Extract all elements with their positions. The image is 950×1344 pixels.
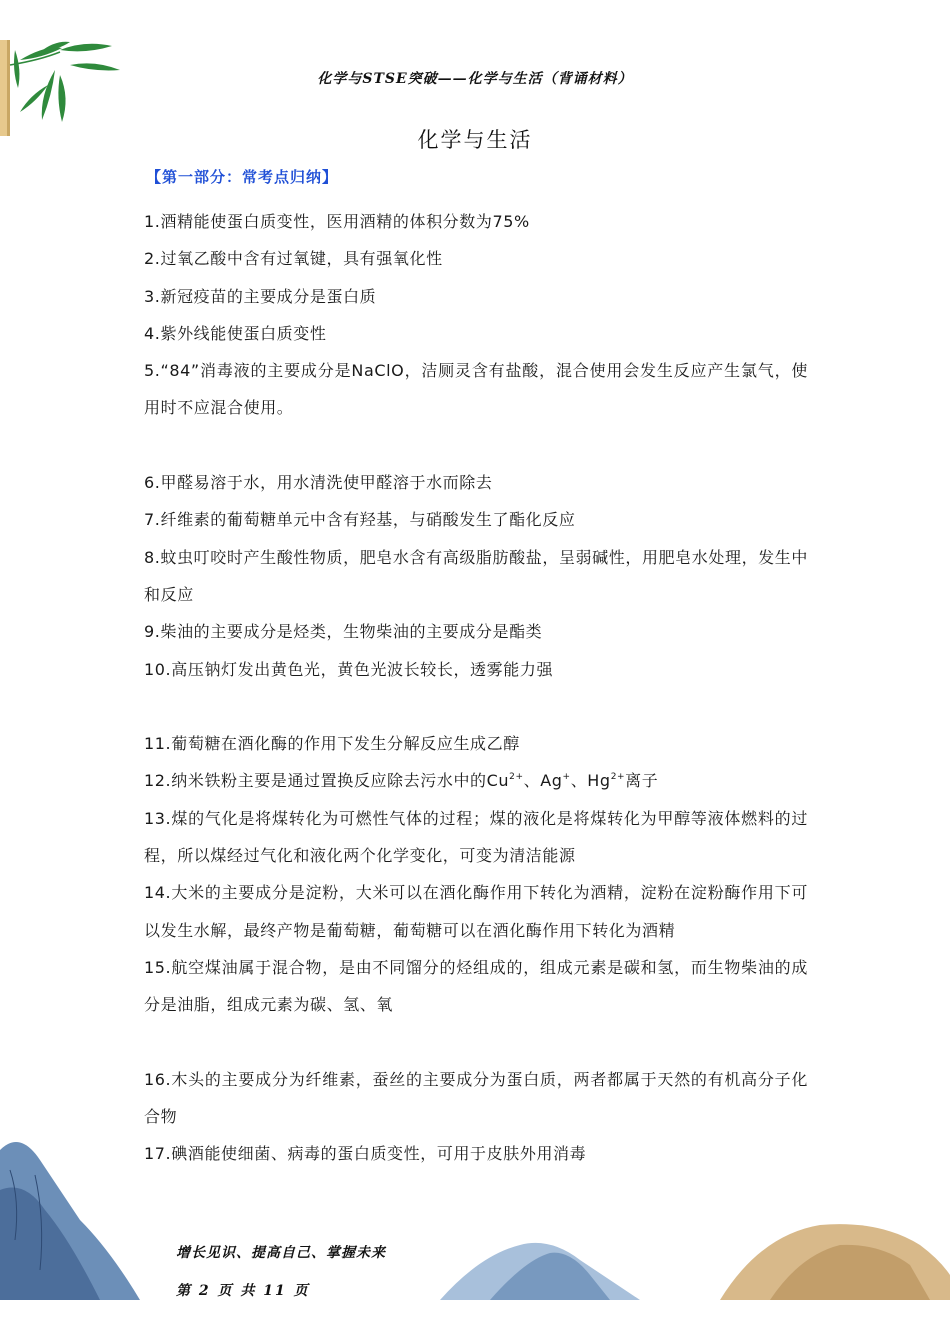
list-item: 10.高压钠灯发出黄色光，黄色光波长较长，透雾能力强 <box>144 659 554 679</box>
list-item: 1.酒精能使蛋白质变性，医用酒精的体积分数为75% <box>144 212 530 231</box>
list-item-12 <box>144 762 808 799</box>
list-item: 16.木头的主要成分为纤维素，蚕丝的主要成分为蛋白质，两者都属于天然的有机高分子化合物 <box>144 1069 808 1127</box>
item12-mid2: 、Hg <box>570 771 611 791</box>
list-item: 13.煤的气化是将煤转化为可燃性气体的过程；煤的液化是将煤转化为甲醇等液体燃料的过程，所以煤经过气化和液化两个化学变化，可变为清洁能源 <box>144 808 808 866</box>
list-item: 15.航空煤油属于混合物，是由不同馏分的烃组成的，组成元素是碳和氢，而生物柴油的成分是油脂，组成元素为碳、氢、氧 <box>144 957 808 1015</box>
document-body <box>144 203 808 1173</box>
footer-motto: 增长见识、提高自己、掌握未来 <box>176 1245 386 1261</box>
charge-ag: + <box>562 772 571 783</box>
list-item: 7.纤维素的葡萄糖单元中含有羟基，与硝酸发生了酯化反应 <box>144 510 576 530</box>
list-item: 4.紫外线能使蛋白质变性 <box>144 323 327 343</box>
item12-suffix: 离子 <box>625 771 659 791</box>
page-header: 化学与STSE突破——化学与生活（背诵材料） <box>317 71 633 87</box>
item12-mid1: 、Ag <box>523 771 563 791</box>
mountain-decoration-left <box>0 1130 140 1300</box>
list-item: 2.过氧乙酸中含有过氧键，具有强氧化性 <box>144 249 443 269</box>
item12-prefix: 12.纳米铁粉主要是通过置换反应除去污水中的Cu <box>144 771 510 791</box>
document-title: 化学与生活 <box>417 128 533 152</box>
list-item: 5.“84”消毒液的主要成分是NaClO，洁厕灵含有盐酸，混合使用会发生反应产生氯气，使用时不应混合使用。 <box>144 361 808 418</box>
charge-hg: 2+ <box>610 772 626 783</box>
page-number: 第 2 页 共 11 页 <box>176 1283 310 1299</box>
list-item: 9.柴油的主要成分是烃类，生物柴油的主要成分是酯类 <box>144 622 543 642</box>
charge-cu: 2+ <box>509 772 524 783</box>
mountain-decoration-right <box>440 1215 950 1300</box>
list-item: 17.碘酒能使细菌、病毒的蛋白质变性，可用于皮肤外用消毒 <box>144 1144 587 1164</box>
list-item: 11.葡萄糖在酒化酶的作用下发生分解反应生成乙醇 <box>144 734 520 754</box>
section-heading: 【第一部分：常考点归纳】 <box>146 168 339 186</box>
list-item: 6.甲醛易溶于水，用水清洗使甲醛溶于水而除去 <box>144 473 493 493</box>
list-item: 3.新冠疫苗的主要成分是蛋白质 <box>144 286 377 306</box>
list-item: 8.蚊虫叮咬时产生酸性物质，肥皂水含有高级脂肪酸盐，呈弱碱性，用肥皂水处理，发生中和反应 <box>144 547 808 604</box>
list-item: 14.大米的主要成分是淀粉，大米可以在酒化酶作用下转化为酒精，淀粉在淀粉酶作用下可以发生水解，最终产物是葡萄糖，葡萄糖可以在酒化酶作用下转化为酒精 <box>144 883 808 940</box>
